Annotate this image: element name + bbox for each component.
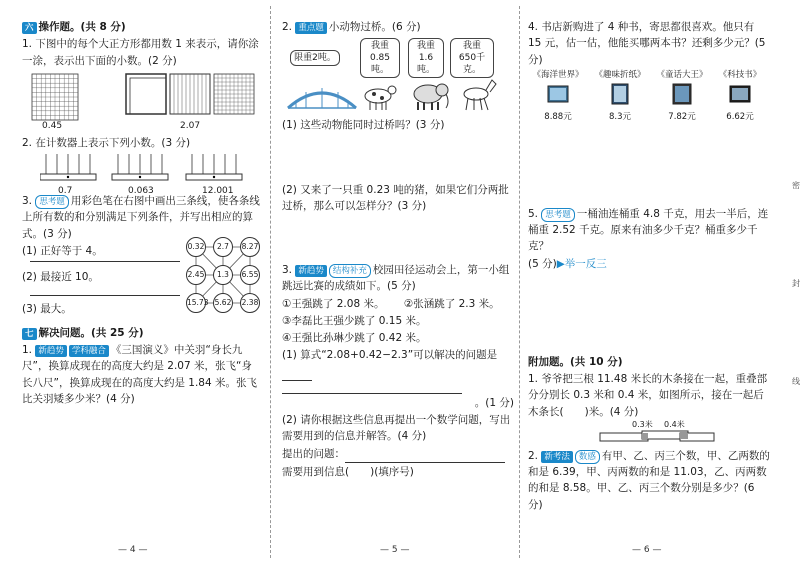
horse-icon bbox=[464, 80, 496, 110]
page-divider-right bbox=[519, 6, 520, 558]
abacus-label-1: 0.7 bbox=[58, 186, 73, 197]
section-6-title: 操作题。(共 8 分) bbox=[38, 21, 126, 33]
question-4-books: 4. 书店新购进了 4 种书，寄思都很喜欢。他只有 15 元，估一估，他能买哪两本书？还剩多少元？(5 分) bbox=[528, 21, 766, 66]
longjump-part-a: (1) 算式“2.08+0.42−2.3”可以解决的问题是 bbox=[282, 347, 514, 381]
page-right bbox=[528, 18, 770, 538]
circle-lattice bbox=[186, 237, 260, 315]
grid-figures bbox=[22, 70, 260, 122]
section-7-heading bbox=[22, 325, 260, 341]
book-icon bbox=[669, 82, 695, 106]
bubble-elephant: 我重 1.6吨。 bbox=[408, 38, 444, 78]
bridge-part-b: (2) 又来了一只重 0.23 吨的猪，如果它们分两批过桥，那么可以怎样分？(3 分) bbox=[282, 183, 509, 212]
tag-key-question: 重点题 bbox=[295, 22, 327, 34]
book-icon bbox=[727, 82, 753, 106]
number-circle[interactable]: 8.27 bbox=[240, 237, 260, 257]
bonus-1: 1. 爷爷把三根 11.48 米长的木条接在一起，重叠部分分别长 0.3 米和 0.4 米，如图所示，接在一起后木条长( )米。(4 分) bbox=[528, 373, 768, 418]
book-4 bbox=[710, 69, 770, 125]
page-number-6: — 6 — bbox=[632, 545, 662, 556]
longjump-part-b: (2) 请你根据这些信息再提出一个数学问题，写出需要用到的信息并解答。(4 分) bbox=[282, 414, 511, 443]
cow-icon bbox=[365, 86, 396, 110]
number-circle[interactable]: 2.45 bbox=[186, 265, 206, 285]
book-1-name: 《海洋世界》 bbox=[532, 69, 584, 80]
book-2-price: 8.3元 bbox=[608, 112, 632, 123]
answer-line-a[interactable] bbox=[30, 261, 180, 262]
book-1-price: 8.88元 bbox=[544, 112, 572, 123]
bridge-part-a: (1) 这些动物能同时过桥吗？(3 分) bbox=[282, 119, 445, 132]
question-5-oil: 5. 思考题 一桶油连桶重 4.8 千克，用去一半后，连桶重 2.52 千克。原来有油多少千克？桶重多少千克？ bbox=[528, 207, 769, 253]
book-3 bbox=[652, 69, 712, 125]
bubble-horse: 我重 650千克。 bbox=[450, 38, 494, 78]
bubble-cow: 我重 0.85吨。 bbox=[360, 38, 400, 78]
answer-line-b[interactable] bbox=[30, 295, 180, 296]
overlap-label-1: 0.3米 bbox=[632, 419, 653, 429]
answer-line-longjump[interactable] bbox=[282, 382, 462, 394]
question-3: 3. 思考题 用彩色笔在右图中画出三条线，使各条线上所有数的和分别满足下列条件，并写出相应的算式。(3 分) bbox=[22, 195, 260, 240]
page-number-4: — 4 — bbox=[118, 545, 148, 556]
bubble-limit: 限重2吨。 bbox=[290, 50, 340, 66]
section-6-number: 六 bbox=[22, 22, 37, 34]
seal-char-3: 线 bbox=[792, 377, 800, 386]
q3-part-a: (1) 正好等于 4。 bbox=[22, 244, 103, 257]
abacus-row bbox=[22, 152, 260, 197]
tag-structure: 结构补充 bbox=[329, 264, 371, 278]
need-row: 需要用到信息( )(填序号) bbox=[282, 465, 414, 478]
question-3-longjump: 3. 新趋势 结构补充 校园田径运动会上，第一小组跳远比赛的成绩如下。(5 分) bbox=[282, 264, 510, 293]
tag-interdisciplinary: 学科融合 bbox=[69, 345, 109, 357]
score-1: 。(1 分) bbox=[474, 396, 514, 409]
number-circle[interactable]: 5.62 bbox=[213, 293, 233, 313]
q3-area bbox=[22, 243, 260, 321]
grid-label-1: 0.45 bbox=[42, 120, 63, 131]
q3-part-b: (2) 最接近 10。 bbox=[22, 270, 99, 283]
number-circle[interactable]: 1.3 bbox=[213, 265, 233, 285]
elephant-icon bbox=[414, 84, 448, 110]
section-7-number: 七 bbox=[22, 328, 37, 340]
answer-space-b[interactable] bbox=[282, 215, 514, 261]
bridge-illustration bbox=[282, 36, 514, 116]
page-number-5: — 5 — bbox=[380, 545, 410, 556]
page-left bbox=[22, 18, 260, 538]
bonus-heading: 附加题。(共 10 分) bbox=[528, 355, 623, 368]
question-2: 2. 在计数器上表示下列小数。(3 分) bbox=[22, 136, 191, 149]
number-circle[interactable]: 2.7 bbox=[213, 237, 233, 257]
answer-blank-a[interactable] bbox=[282, 364, 312, 381]
number-circle[interactable]: 0.32 bbox=[186, 237, 206, 257]
number-circle[interactable]: 2.38 bbox=[240, 293, 260, 313]
abacus-label-2: 0.063 bbox=[128, 186, 154, 197]
book-1 bbox=[528, 69, 588, 125]
page-middle bbox=[282, 18, 514, 538]
book-icon bbox=[545, 82, 571, 106]
book-2-name: 《趣味折纸》 bbox=[594, 69, 646, 80]
books-row bbox=[528, 69, 770, 125]
tag-new-trend: 新趋势 bbox=[35, 345, 67, 357]
page-divider-left bbox=[270, 6, 271, 558]
book-icon bbox=[607, 82, 633, 106]
book-2 bbox=[590, 69, 650, 125]
abacus-label-3: 12.001 bbox=[202, 186, 234, 197]
info-4: ④王强比孙琳少跳了 0.42 米。 bbox=[282, 332, 427, 345]
abacus-svg bbox=[40, 152, 260, 182]
tag-new-trend-2: 新趋势 bbox=[295, 265, 327, 277]
section-7-title: 解决问题。(共 25 分) bbox=[38, 326, 144, 339]
seal-char-2: 封 bbox=[792, 279, 800, 288]
info-row-1: ①王强跳了 2.08 米。 ②张涵跳了 2.3 米。 bbox=[282, 297, 500, 310]
question-1: 1. 下图中的每个大正方形都用数 1 来表示，请你涂一涂，表示出下面的小数。(2 分) bbox=[22, 38, 259, 67]
answer-space-a[interactable] bbox=[282, 135, 514, 181]
q5-score-row: (5 分)▶举一反三 bbox=[528, 257, 607, 270]
book-3-price: 7.82元 bbox=[668, 112, 696, 123]
tag-number-sense: 数感 bbox=[575, 450, 600, 464]
wood-diagram bbox=[528, 421, 770, 447]
question-7-1: 1. 新趋势 学科融合 《三国演义》中关羽“身长九尺”，换算成现在的高度大约是 2.07 米，张飞“身长八尺”，换算成现在的高度大约是 1.84 米。张飞比关羽矮多少米？(4 分) bbox=[22, 344, 257, 405]
q3-part-c: (3) 最大。 bbox=[22, 302, 72, 315]
info-3: ③李磊比王强少跳了 0.15 米。 bbox=[282, 314, 427, 327]
overlap-label-2: 0.4米 bbox=[664, 419, 685, 429]
number-circle[interactable]: 15.73 bbox=[186, 293, 206, 313]
answer-space-books[interactable] bbox=[528, 125, 770, 205]
answer-space-oil[interactable] bbox=[528, 273, 770, 353]
book-4-name: 《科技书》 bbox=[718, 69, 762, 80]
tag-thinking: 思考题 bbox=[35, 195, 69, 209]
ask-line[interactable] bbox=[345, 446, 505, 463]
book-3-name: 《童话大王》 bbox=[656, 69, 708, 80]
grid-svg bbox=[22, 70, 260, 122]
grid-label-2: 2.07 bbox=[180, 120, 201, 131]
question-2-bridge: 2. 重点题 小动物过桥。(6 分) bbox=[282, 21, 421, 33]
wood-strips-svg bbox=[598, 429, 718, 445]
bonus-2: 2. 新考法 数感 有甲、乙、丙三个数，甲、乙两数的和是 6.39，甲、丙两数的和是 11.03，乙、丙两数的和是 8.58。甲、乙、丙三个数分别是多少？(6 分) bbox=[528, 449, 770, 511]
number-circle[interactable]: 6.55 bbox=[240, 265, 260, 285]
tag-thinking-2: 思考题 bbox=[541, 208, 575, 222]
seal-char-1: 密 bbox=[792, 181, 800, 190]
book-4-price: 6.62元 bbox=[726, 112, 754, 123]
ask-row: 提出的问题： bbox=[282, 446, 514, 463]
tag-new-method: 新考法 bbox=[541, 451, 573, 463]
related-practice-link[interactable]: ▶举一反三 bbox=[556, 257, 607, 270]
section-6-heading bbox=[22, 19, 260, 35]
bridge-animals-svg bbox=[282, 72, 514, 116]
